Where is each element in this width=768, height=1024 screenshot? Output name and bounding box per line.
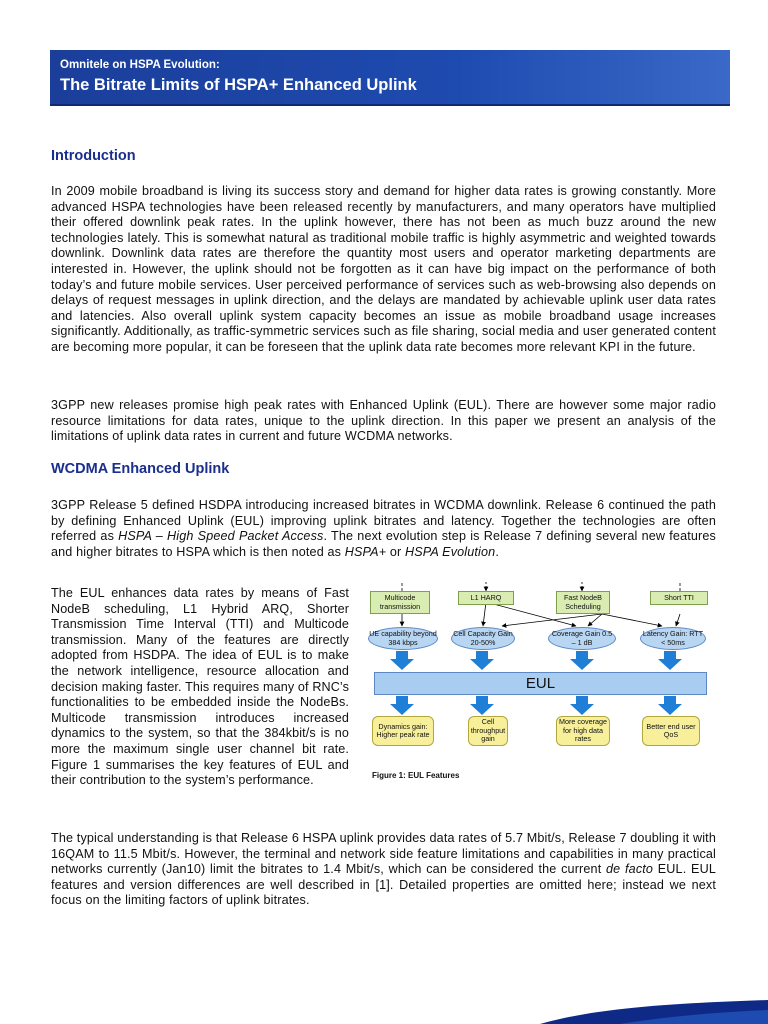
gain-latency-ellipse: Latency Gain: RTT < 50ms xyxy=(640,627,706,650)
intro-paragraph-1: In 2009 mobile broadband is living its success story and demand for higher data rates is growing constantly. More advanced HSPA technologies have been released recently by manufacturers, and many operators have multiplied their offered downlink peak rates. In the uplink however, there has not been as much buzz around the new technologies lately. This is somewhat natural as traditional mobile traffic is highly asymmetric and weighted towards downlink. Downlink data rates are therefore the quantity most users and operator marketing departments are interested in. However, the uplink should not be forgotten as it can have big impact on the performance of both today’s and future mobile services. User perceived performance of services such as web-browsing also depends on delays of request messages in uplink direction, and the delays are mandated by achievable uplink user data rates and latencies. Also overall uplink system capacity becomes an issue as mobile broadband usage increases significantly. Additionally, as traffic-symmetric services such as file sharing, social media and user generated content are becoming more popular, it can be foreseen that the uplink data rate becomes more relevant KPI in the future. xyxy=(51,184,716,354)
header-banner xyxy=(50,50,730,106)
gain-ue-capability-ellipse: UE capability beyond 384 kbps xyxy=(368,627,438,650)
feature-multicode-box: Multicode transmission xyxy=(370,591,430,614)
wcdma-p1-emphasis-1: HSPA – High Speed Packet Access xyxy=(118,529,324,544)
eul-center-bar: EUL xyxy=(374,672,707,695)
wcdma-p3-text-b: EUL. EUL features and version differences are well described in [1]. Detailed properties are omitted here; instead we next focus on the limiting factors of uplink bitrates. xyxy=(51,862,716,908)
feature-short-tti-box: Short TTI xyxy=(650,591,708,605)
down-arrow xyxy=(658,696,682,715)
down-arrow xyxy=(390,696,414,715)
down-arrow xyxy=(470,696,494,715)
dashed-group-line xyxy=(402,582,680,591)
down-arrow xyxy=(570,651,594,670)
header-title: The Bitrate Limits of HSPA+ Enhanced Uplink xyxy=(60,76,417,94)
figure-caption: Figure 1: EUL Features xyxy=(372,771,460,780)
wcdma-p1-text-a: 3GPP Release 5 defined HSDPA introducing increased bitrates in WCDMA downlink. Release 6 continued the path by defining Enhanced Uplink (EUL) improving uplink bitrates and latency. Together the technologies are often referred as xyxy=(51,498,716,544)
wcdma-p1-emphasis-2: HSPA+ xyxy=(344,544,387,559)
feature-fast-nodeb-box: Fast NodeB Scheduling xyxy=(556,591,610,614)
header-subtitle: Omnitele on HSPA Evolution: xyxy=(60,59,220,71)
benefit-coverage-box: More coverage for high data rates xyxy=(556,716,610,746)
wcdma-paragraph-2: The EUL enhances data rates by means of Fast NodeB scheduling, L1 Hybrid ARQ, Shorter Transmission Time Interval (TTI) and Multicode transmission. Many of the features are directly adopted from HSDPA. The idea of EUL is to make the network intelligence, resource allocation and decision making faster. This requires many of RNC’s functionalities to be embedded inside the NodeBs. Multicode transmission introduces increased dynamics to the system, so that the 384kbit/s is no more the maximum single user channel bit rate. Figure 1 summarises the key features of EUL and their contribution to the system’s performance. xyxy=(51,586,349,788)
wcdma-p1-emphasis-3: HSPA Evolution xyxy=(405,544,496,559)
eul-features-figure xyxy=(362,582,718,802)
wcdma-p1-text-c: or xyxy=(386,544,406,559)
wcdma-paragraph-3 xyxy=(51,831,716,909)
wcdma-p3-text-a: The typical understanding is that Release 6 HSPA uplink provides data rates of 5.7 Mbit/s, Release 7 doubling it with 16QAM to 11.5 Mbit/s. However, the terminal and network side feature limitations and capabilities in many practical networks currently (Jan10) limit the bitrates to 1.4 Mbit/s, which can be considered the current xyxy=(51,831,716,877)
wcdma-p3-emphasis: de facto xyxy=(606,862,654,877)
wcdma-heading: WCDMA Enhanced Uplink xyxy=(51,461,230,477)
down-arrow xyxy=(470,651,494,670)
footer-decorative-swoosh xyxy=(0,960,768,1024)
benefit-qos-box: Better end user QoS xyxy=(642,716,700,746)
gain-coverage-ellipse: Coverage Gain 0.5 – 1 dB xyxy=(548,627,616,650)
down-arrow xyxy=(658,651,682,670)
introduction-heading: Introduction xyxy=(51,148,136,164)
benefit-cell-throughput-box: Cell throughput gain xyxy=(468,716,508,746)
down-arrow xyxy=(390,651,414,670)
wcdma-p1-text-d: . xyxy=(495,544,499,559)
wcdma-paragraph-1 xyxy=(51,498,716,560)
intro-paragraph-2: 3GPP new releases promise high peak rates with Enhanced Uplink (EUL). There are however some major radio resource limitations for data rates, unique to the uplink direction. In this paper we present an analysis of the limitations of uplink data rates in current and future WCDMA networks. xyxy=(51,398,716,444)
benefit-dynamics-box: Dynamics gain: Higher peak rate xyxy=(372,716,434,746)
down-arrow xyxy=(570,696,594,715)
wcdma-p1-text-b: . The next evolution step is Release 7 defining several new features and higher bitrates to HSPA which is then noted as xyxy=(51,529,716,559)
gain-cell-capacity-ellipse: Cell Capacity Gain 20-50% xyxy=(451,627,515,650)
feature-l1-harq-box: L1 HARQ xyxy=(458,591,514,605)
